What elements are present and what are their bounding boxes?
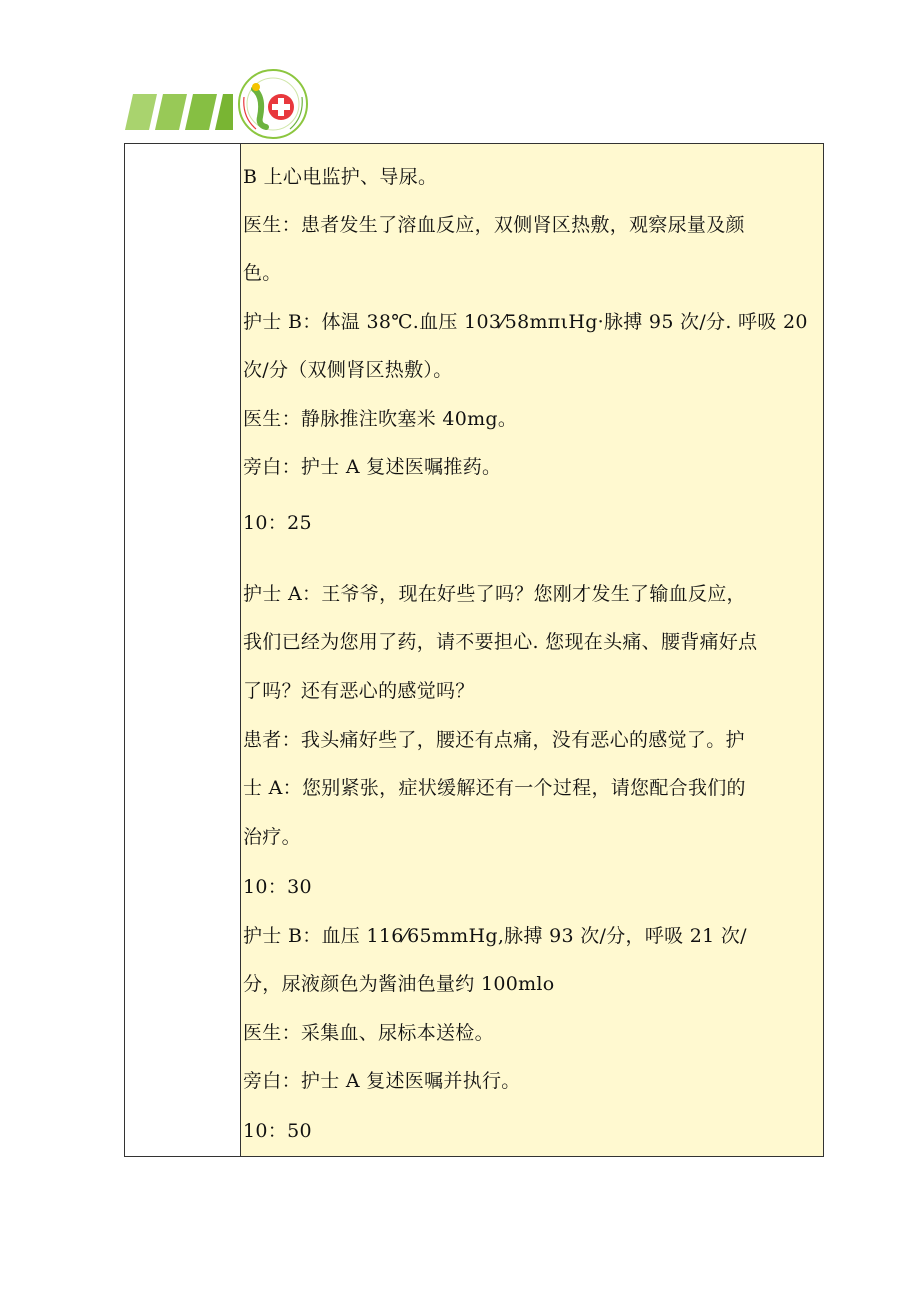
text-line: 护士 B：体温 38℃.血压 103⁄58mπιHg·脉搏 95 次/分. 呼吸 20 bbox=[243, 311, 808, 333]
text-line: 次/分（双侧肾区热敷）。 bbox=[243, 359, 453, 381]
table-left-column bbox=[125, 144, 241, 1156]
text-line: 分，尿液颜色为酱油色量约 100mlo bbox=[243, 973, 555, 995]
text-line: 患者：我头痛好些了，腰还有点痛，没有恶心的感觉了。护 bbox=[243, 729, 745, 751]
text-line: B 上心电监护、导尿。 bbox=[243, 166, 438, 188]
table-content-cell bbox=[241, 144, 823, 1156]
script-table bbox=[124, 143, 824, 1157]
text-line: 色。 bbox=[243, 262, 282, 284]
text-line: 护士 B：血压 116⁄65mmHg,脉搏 93 次/分，呼吸 21 次/ bbox=[243, 925, 747, 947]
hospital-logo-icon bbox=[234, 67, 312, 141]
text-line: 士 A：您别紧张，症状缓解还有一个过程，请您配合我们的 bbox=[243, 777, 746, 799]
text-line: 治疗。 bbox=[243, 826, 301, 848]
text-line: 了吗？还有恶心的感觉吗？ bbox=[243, 680, 475, 702]
text-line: 我们已经为您用了药，请不要担心. 您现在头痛、腰背痛好点 bbox=[243, 631, 758, 653]
text-line: 医生：采集血、尿标本送检。 bbox=[243, 1022, 494, 1044]
text-line: 医生：静脉推注吹塞米 40mg。 bbox=[243, 408, 518, 430]
time-label: 10：50 bbox=[243, 1120, 312, 1142]
text-line: 护士 A：王爷爷，现在好些了吗？您刚才发生了输血反应， bbox=[243, 583, 746, 605]
text-line: 医生：患者发生了溶血反应，双侧肾区热敷，观察尿量及颜 bbox=[243, 214, 745, 236]
text-line: 旁白：护士 A 复述医嘱推药。 bbox=[243, 456, 502, 478]
time-label: 10：25 bbox=[243, 512, 312, 534]
time-label: 10：30 bbox=[243, 876, 312, 898]
text-line: 旁白：护士 A 复述医嘱并执行。 bbox=[243, 1070, 521, 1092]
header-stripes bbox=[123, 92, 233, 132]
